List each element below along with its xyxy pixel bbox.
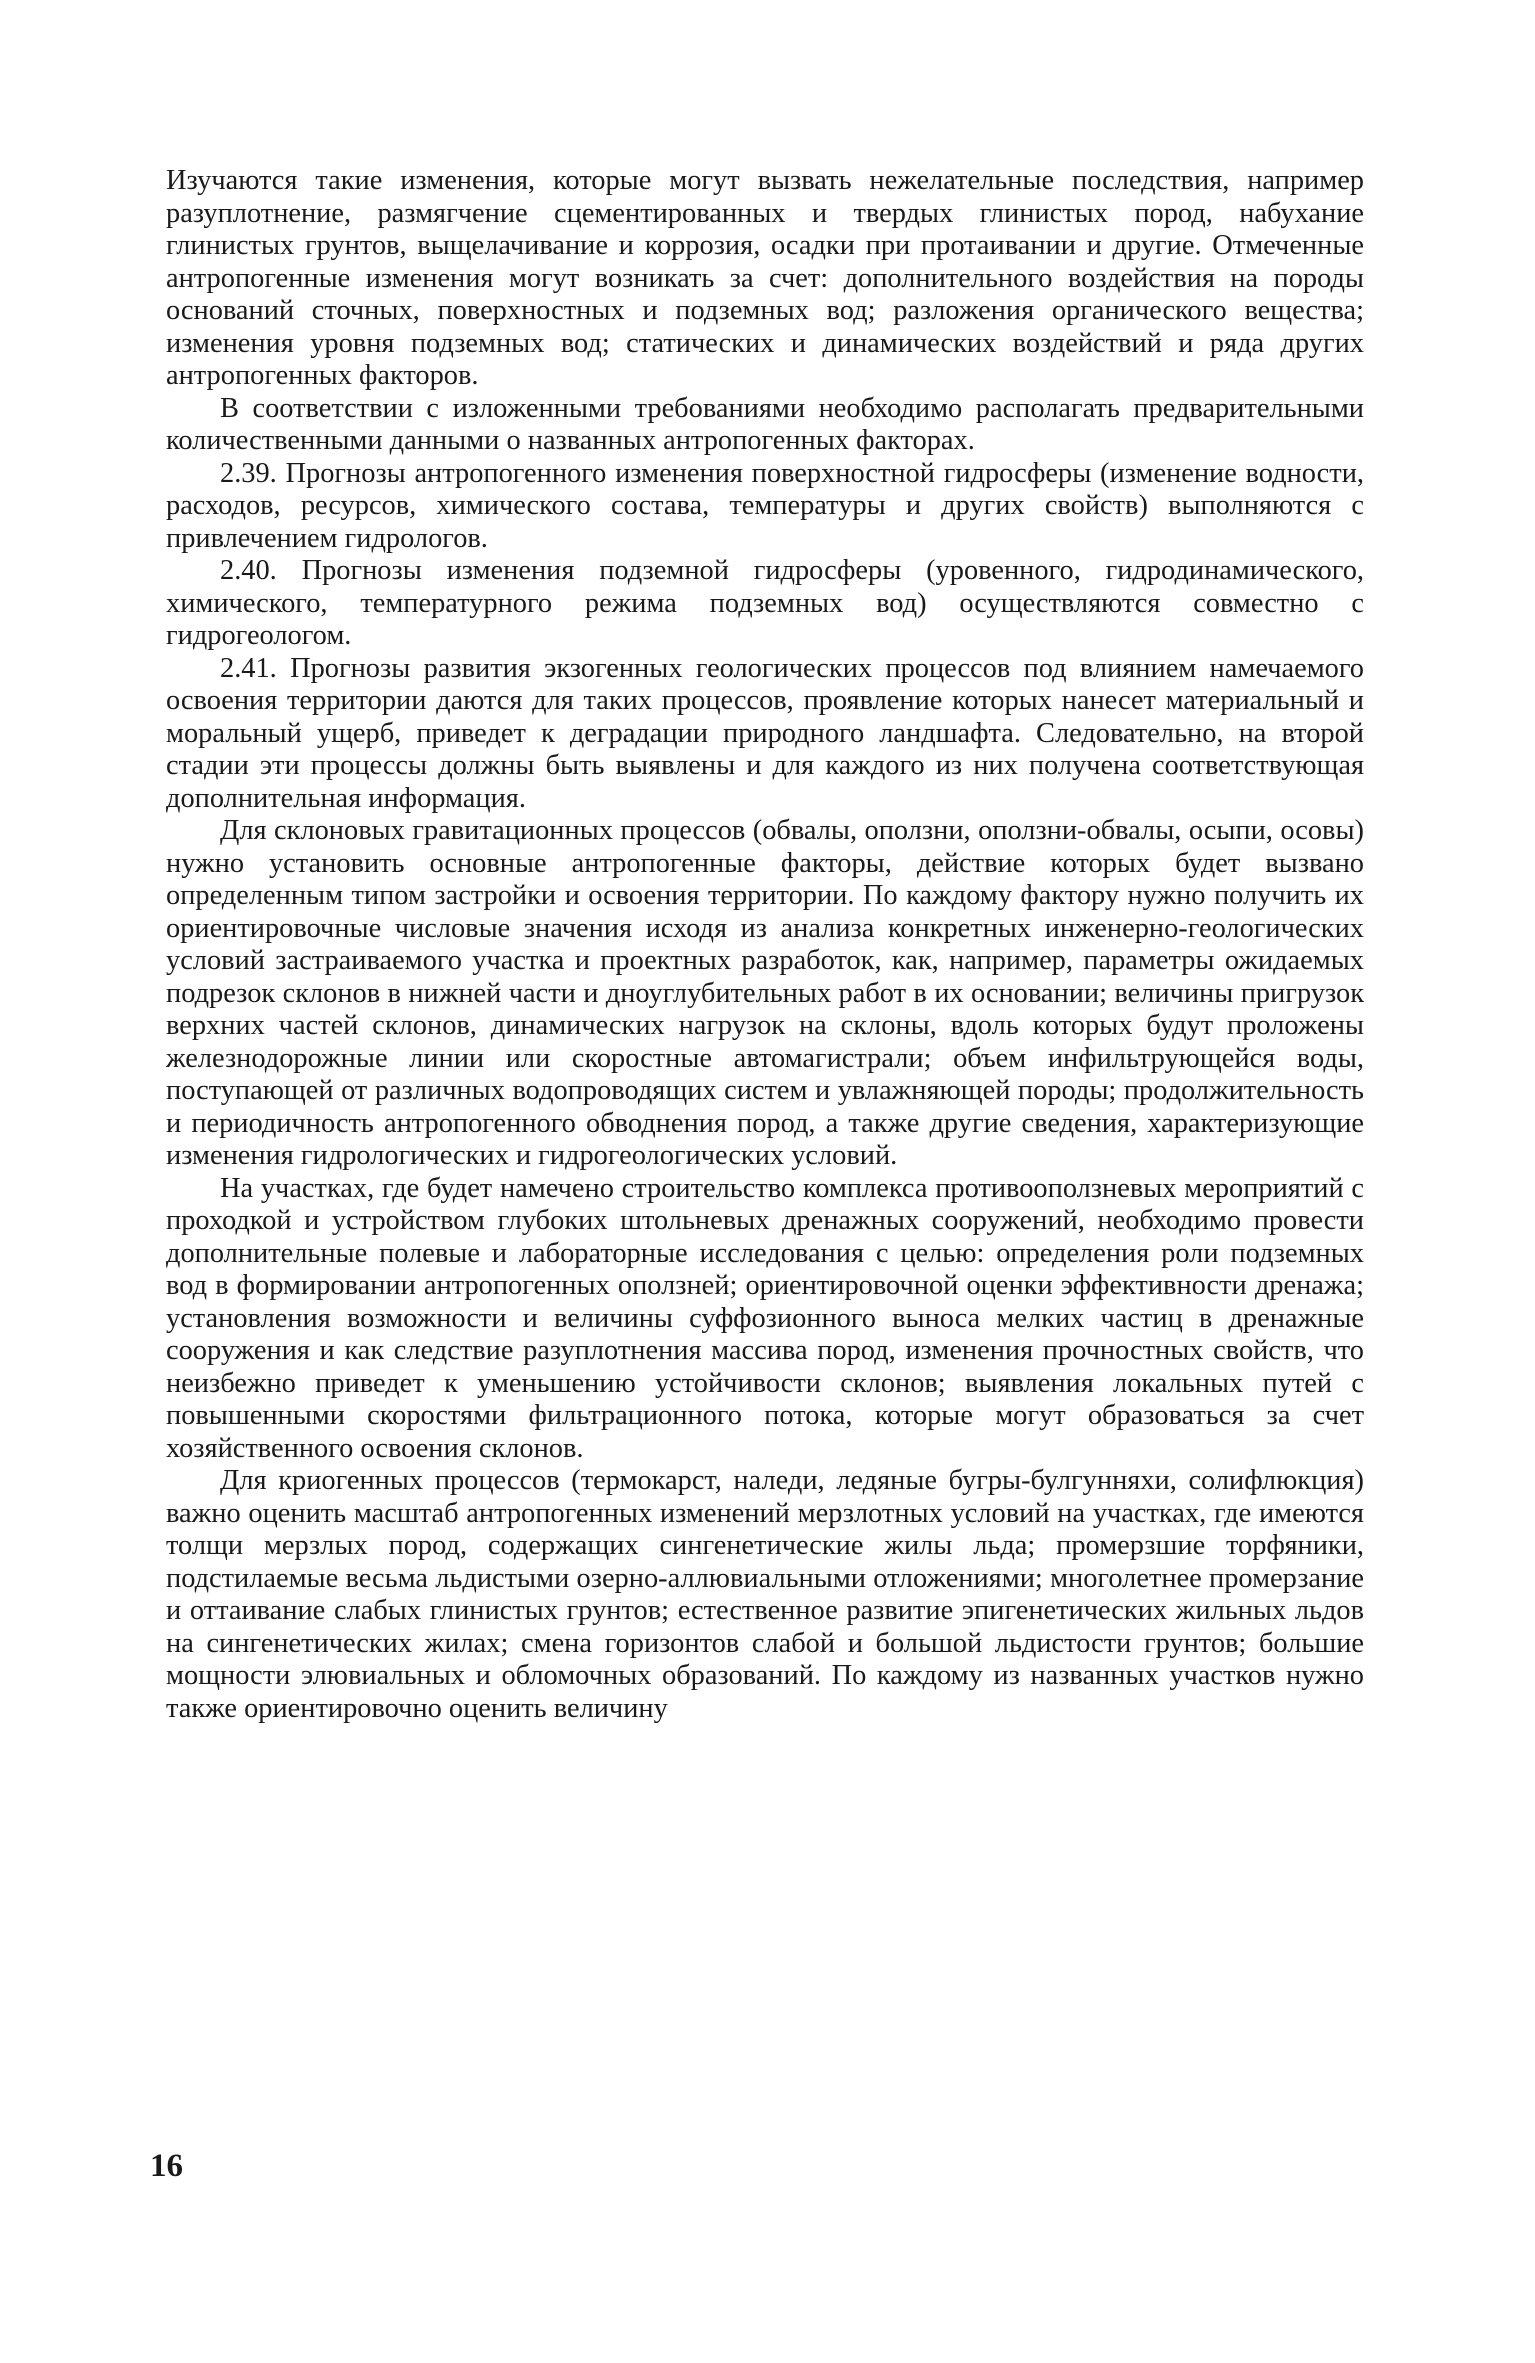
paragraph-2-41: 2.41. Прогнозы развития экзогенных геологических процессов под влиянием намечаемого освоения территории даются для таких процессов, проявление которых нанесет материальный и моральный ущерб, приведет к деградации природного ландшафта. Следовательно, на второй стадии эти процессы должны быть выявлены и для каждого из них получена соответствующая дополнительная информация.	[166, 652, 1364, 814]
paragraph-2-40: 2.40. Прогнозы изменения подземной гидросферы (уровенного, гидродинамического, химического, температурного режима подземных вод) осуществляются совместно с гидрогеологом.	[166, 555, 1364, 651]
paragraph-2-39: 2.39. Прогнозы антропогенного изменения поверхностной гидросферы (изменение водности, расходов, ресурсов, химического состава, температуры и других свойств) выполняются с привлечением гидрологов.	[166, 457, 1364, 554]
paragraph-slope-processes: Для склоновых гравитационных процессов (обвалы, оползни, оползни-обвалы, осыпи, осовы) нужно установить основные антропогенные факторы, действие которых будет вызвано определенным типом застройки и освоения территории. По каждому фактору нужно получить их ориентировочные числовые значения исходя из анализа конкретных инженерно-геологических условий застраиваемого участка и проектных разработок, как, например, параметры ожидаемых подрезок склонов в нижней части и дноуглубительных работ в их основании; величины пригрузок верхних частей склонов, динамических нагрузок на склоны, вдоль которых будут проложены железнодорожные линии или скоростные автомагистрали; объем инфильтрующейся воды, поступающей от различных водопроводящих систем и увлажняющей породы; продолжительность и периодичность антропогенного обводнения пород, а также другие сведения, характеризующие изменения гидрологических и гидрогеологических условий.	[166, 815, 1364, 1171]
paragraph-counter-landslide: На участках, где будет намечено строительство комплекса противооползневых мероприятий с проходкой и устройством глубоких штольневых дренажных сооружений, необходимо провести дополнительные полевые и лабораторные исследования с целью: определения роли подземных вод в формировании антропогенных оползней; ориентировочной оценки эффективности дренажа; установления возможности и величины суффозионного выноса мелких частиц в дренажные сооружения и как следствие разуплотнения массива пород, изменения прочностных свойств, что неизбежно приведет к уменьшению устойчивости склонов; выявления локальных путей с повышенными скоростями фильтрационного потока, которые могут образоваться за счет хозяйственного освоения склонов.	[166, 1172, 1364, 1464]
page-body	[166, 165, 1364, 1725]
paragraph-cryogenic-processes: Для криогенных процессов (термокарст, наледи, ледяные бугры-булгунняхи, солифлюкция) важно оценить масштаб антропогенных изменений мерзлотных условий на участках, где имеются толщи мерзлых пород, содержащих сингенетические жилы льда; промерзшие торфяники, подстилаемые весьма льдистыми озерно-аллювиальными отложениями; многолетнее промерзание и оттаивание слабых глинистых грунтов; естественное развитие эпигенетических жильных льдов на сингенетических жилах; смена горизонтов слабой и большой льдистости грунтов; большие мощности элювиальных и обломочных образований. По каждому из названных участков нужно также ориентировочно оценить величину	[166, 1465, 1364, 1724]
page-number: 16	[150, 2148, 183, 2184]
paragraph-requirements: В соответствии с изложенными требованиями необходимо располагать предварительными количественными данными о названных антропогенных факторах.	[166, 392, 1364, 456]
paragraph-anthropogenic-changes: Изучаются такие изменения, которые могут вызвать нежелательные последствия, например разуплотнение, размягчение сцементированных и твердых глинистых пород, набухание глинистых грунтов, выщелачивание и коррозия, осадки при протаивании и другие. Отмеченные антропогенные изменения могут возникать за счет: дополнительного воздействия на породы оснований сточных, поверхностных и подземных вод; разложения органического вещества; изменения уровня подземных вод; статических и динамических воздействий и ряда других антропогенных факторов.	[166, 165, 1364, 391]
